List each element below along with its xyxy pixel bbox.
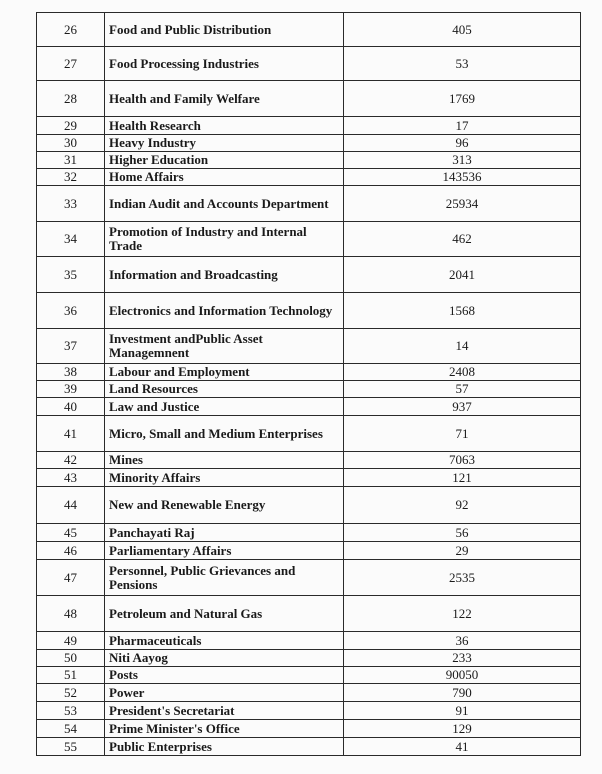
ministry-name-cell: Health and Family Welfare [105, 81, 344, 117]
serial-number-cell: 52 [37, 684, 105, 702]
table-body [37, 13, 581, 756]
serial-number-cell: 53 [37, 702, 105, 720]
table-row [37, 650, 581, 667]
ministry-name-cell: Higher Education [105, 152, 344, 169]
serial-number-cell: 41 [37, 416, 105, 452]
count-value-cell: 25934 [344, 186, 581, 222]
count-value-cell: 53 [344, 47, 581, 81]
count-value-cell: 56 [344, 524, 581, 542]
count-value-cell: 233 [344, 650, 581, 667]
serial-number-cell: 28 [37, 81, 105, 117]
table-row [37, 186, 581, 222]
serial-number-cell: 29 [37, 117, 105, 135]
serial-number-cell: 43 [37, 469, 105, 487]
count-value-cell: 96 [344, 135, 581, 152]
table-row [37, 416, 581, 452]
table-row [37, 398, 581, 416]
ministry-name-cell: Power [105, 684, 344, 702]
serial-number-cell: 31 [37, 152, 105, 169]
count-value-cell: 129 [344, 720, 581, 738]
ministry-name-cell: Minority Affairs [105, 469, 344, 487]
count-value-cell: 36 [344, 632, 581, 650]
count-value-cell: 2535 [344, 560, 581, 596]
table-row [37, 469, 581, 487]
ministry-name-cell: Health Research [105, 117, 344, 135]
ministry-name-cell: Home Affairs [105, 169, 344, 186]
count-value-cell: 57 [344, 381, 581, 398]
serial-number-cell: 51 [37, 667, 105, 684]
ministry-name-cell: Investment andPublic Asset Managemnent [105, 329, 344, 364]
serial-number-cell: 54 [37, 720, 105, 738]
table-row [37, 560, 581, 596]
serial-number-cell: 49 [37, 632, 105, 650]
table-row [37, 381, 581, 398]
serial-number-cell: 47 [37, 560, 105, 596]
ministry-name-cell: New and Renewable Energy [105, 487, 344, 524]
table-row [37, 135, 581, 152]
serial-number-cell: 34 [37, 222, 105, 257]
table-row [37, 452, 581, 469]
ministry-name-cell: Panchayati Raj [105, 524, 344, 542]
count-value-cell: 405 [344, 13, 581, 47]
ministry-name-cell: Food and Public Distribution [105, 13, 344, 47]
table-row [37, 487, 581, 524]
count-value-cell: 41 [344, 738, 581, 756]
count-value-cell: 143536 [344, 169, 581, 186]
count-value-cell: 122 [344, 596, 581, 632]
ministry-count-table [36, 12, 581, 756]
count-value-cell: 790 [344, 684, 581, 702]
count-value-cell: 313 [344, 152, 581, 169]
ministry-name-cell: Petroleum and Natural Gas [105, 596, 344, 632]
table-row [37, 667, 581, 684]
serial-number-cell: 50 [37, 650, 105, 667]
table-row [37, 632, 581, 650]
serial-number-cell: 36 [37, 293, 105, 329]
table-row [37, 596, 581, 632]
serial-number-cell: 27 [37, 47, 105, 81]
count-value-cell: 90050 [344, 667, 581, 684]
ministry-name-cell: President's Secretariat [105, 702, 344, 720]
ministry-name-cell: Indian Audit and Accounts Department [105, 186, 344, 222]
ministry-name-cell: Parliamentary Affairs [105, 542, 344, 560]
count-value-cell: 2408 [344, 364, 581, 381]
count-value-cell: 1568 [344, 293, 581, 329]
table-row [37, 702, 581, 720]
serial-number-cell: 44 [37, 487, 105, 524]
ministry-name-cell: Pharmaceuticals [105, 632, 344, 650]
ministry-name-cell: Labour and Employment [105, 364, 344, 381]
table-row [37, 329, 581, 364]
serial-number-cell: 32 [37, 169, 105, 186]
ministry-name-cell: Personnel, Public Grievances and Pensions [105, 560, 344, 596]
table-row [37, 364, 581, 381]
ministry-name-cell: Electronics and Information Technology [105, 293, 344, 329]
count-value-cell: 71 [344, 416, 581, 452]
count-value-cell: 121 [344, 469, 581, 487]
table-row [37, 222, 581, 257]
count-value-cell: 29 [344, 542, 581, 560]
ministry-name-cell: Posts [105, 667, 344, 684]
table-row [37, 720, 581, 738]
serial-number-cell: 37 [37, 329, 105, 364]
serial-number-cell: 26 [37, 13, 105, 47]
table-row [37, 257, 581, 293]
ministry-name-cell: Land Resources [105, 381, 344, 398]
serial-number-cell: 55 [37, 738, 105, 756]
ministry-name-cell: Law and Justice [105, 398, 344, 416]
table-row [37, 169, 581, 186]
table-row [37, 117, 581, 135]
count-value-cell: 937 [344, 398, 581, 416]
count-value-cell: 2041 [344, 257, 581, 293]
table-row [37, 684, 581, 702]
count-value-cell: 462 [344, 222, 581, 257]
table-row [37, 152, 581, 169]
ministry-name-cell: Promotion of Industry and Internal Trade [105, 222, 344, 257]
ministry-name-cell: Heavy Industry [105, 135, 344, 152]
serial-number-cell: 39 [37, 381, 105, 398]
ministry-name-cell: Public Enterprises [105, 738, 344, 756]
table-row [37, 524, 581, 542]
serial-number-cell: 35 [37, 257, 105, 293]
serial-number-cell: 46 [37, 542, 105, 560]
ministry-name-cell: Niti Aayog [105, 650, 344, 667]
table-row [37, 47, 581, 81]
table-row [37, 542, 581, 560]
table-row [37, 13, 581, 47]
count-value-cell: 91 [344, 702, 581, 720]
ministry-name-cell: Food Processing Industries [105, 47, 344, 81]
ministry-name-cell: Mines [105, 452, 344, 469]
serial-number-cell: 40 [37, 398, 105, 416]
count-value-cell: 92 [344, 487, 581, 524]
table-row [37, 738, 581, 756]
serial-number-cell: 45 [37, 524, 105, 542]
table-row [37, 81, 581, 117]
table-row [37, 293, 581, 329]
ministry-name-cell: Information and Broadcasting [105, 257, 344, 293]
ministry-name-cell: Micro, Small and Medium Enterprises [105, 416, 344, 452]
serial-number-cell: 33 [37, 186, 105, 222]
count-value-cell: 1769 [344, 81, 581, 117]
serial-number-cell: 48 [37, 596, 105, 632]
count-value-cell: 7063 [344, 452, 581, 469]
count-value-cell: 17 [344, 117, 581, 135]
serial-number-cell: 38 [37, 364, 105, 381]
ministry-name-cell: Prime Minister's Office [105, 720, 344, 738]
serial-number-cell: 42 [37, 452, 105, 469]
serial-number-cell: 30 [37, 135, 105, 152]
count-value-cell: 14 [344, 329, 581, 364]
